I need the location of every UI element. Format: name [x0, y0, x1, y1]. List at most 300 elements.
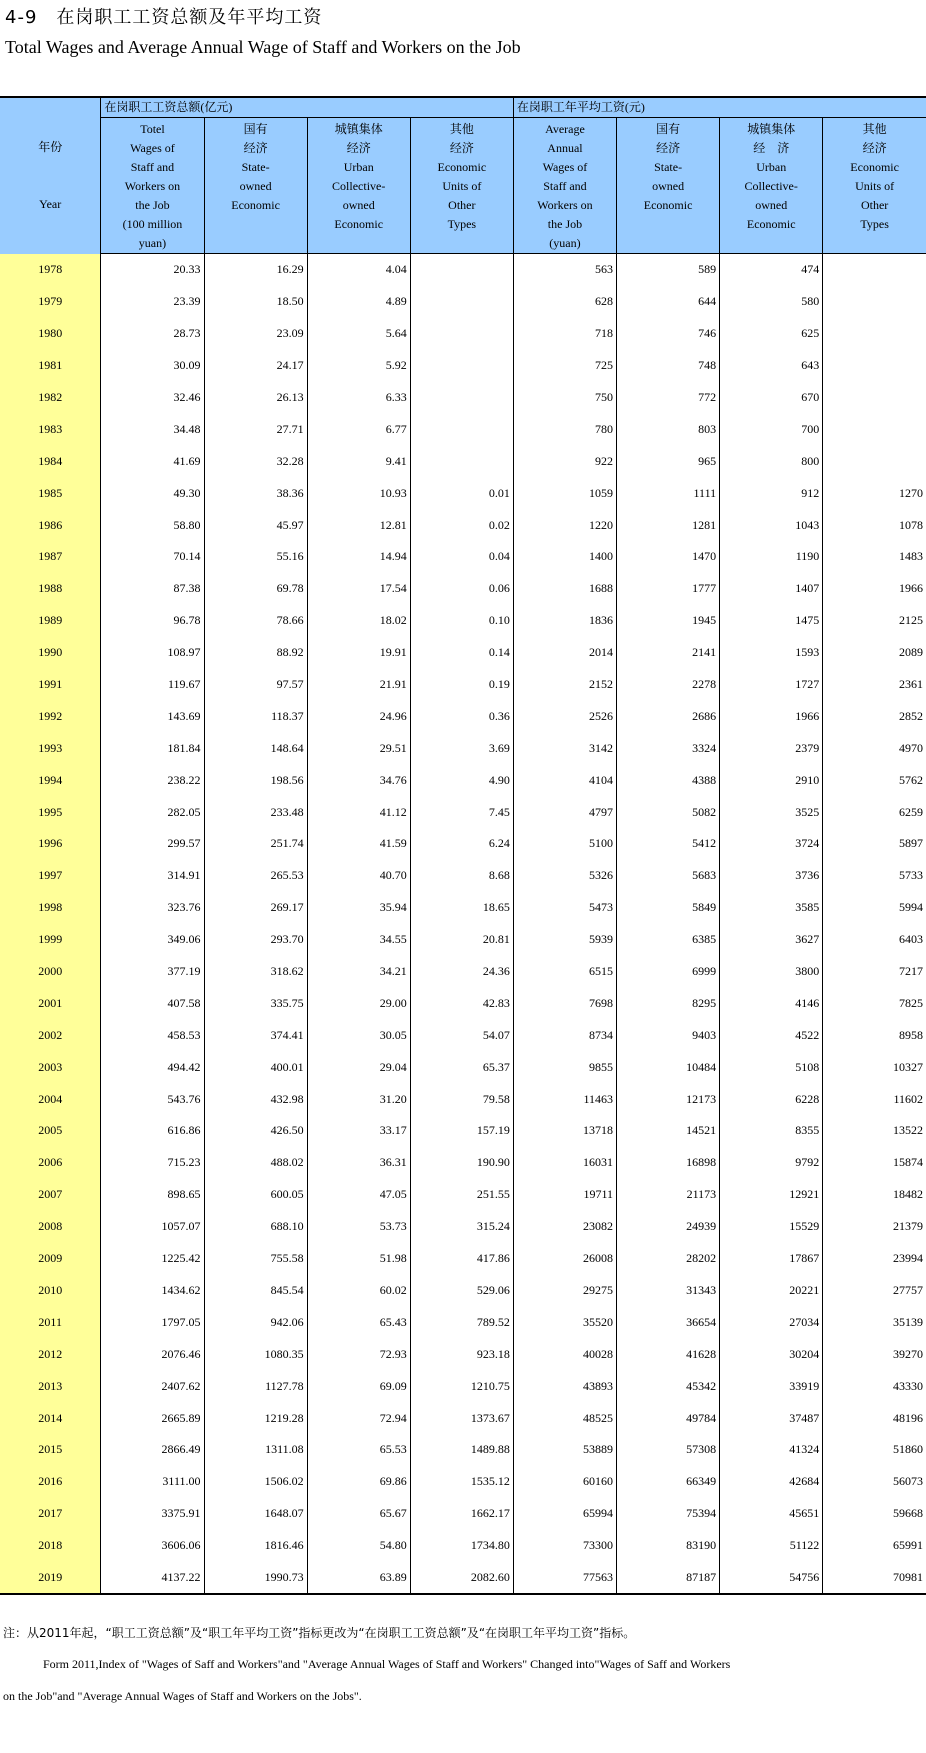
value-cell-total-urban-collective: 6.33 [307, 382, 410, 414]
value-cell-avg-urban-collective: 3525 [720, 796, 823, 828]
column-header-total-urban-collective [307, 118, 410, 254]
value-cell-avg-state-owned: 965 [617, 445, 720, 477]
value-cell-total-other-types: 0.04 [410, 541, 513, 573]
year-cell: 2016 [0, 1466, 101, 1498]
value-cell-total-other-types [410, 350, 513, 382]
value-cell-total-wages: 407.58 [101, 987, 204, 1019]
column-header-line: Economic [643, 198, 693, 212]
table-row [0, 1019, 926, 1051]
value-cell-avg-urban-collective: 1475 [720, 605, 823, 637]
value-cell-avg-other-types: 10327 [823, 1051, 926, 1083]
value-cell-avg-state-owned: 66349 [617, 1466, 720, 1498]
column-header-line: owned [239, 179, 272, 193]
year-cell: 1983 [0, 413, 101, 445]
column-header-line: 经济 [449, 141, 474, 155]
column-header-line: 经济 [656, 141, 681, 155]
value-cell-total-state-owned: 335.75 [204, 987, 307, 1019]
value-cell-total-urban-collective: 65.43 [307, 1306, 410, 1338]
value-cell-total-other-types: 923.18 [410, 1338, 513, 1370]
value-cell-total-urban-collective: 31.20 [307, 1083, 410, 1115]
value-cell-avg-other-types: 70981 [823, 1562, 926, 1595]
value-cell-total-urban-collective: 6.77 [307, 413, 410, 445]
value-cell-total-urban-collective: 33.17 [307, 1115, 410, 1147]
value-cell-avg-other-types: 56073 [823, 1466, 926, 1498]
value-cell-avg-urban-collective: 1190 [720, 541, 823, 573]
value-cell-avg-urban-collective: 5108 [720, 1051, 823, 1083]
table-row [0, 732, 926, 764]
column-header-total-wages [101, 118, 204, 254]
year-cell: 2000 [0, 956, 101, 988]
value-cell-total-wages: 616.86 [101, 1115, 204, 1147]
value-cell-avg-urban-collective: 33919 [720, 1370, 823, 1402]
value-cell-total-wages: 1434.62 [101, 1275, 204, 1307]
value-cell-avg-wage: 9855 [513, 1051, 616, 1083]
value-cell-total-urban-collective: 4.04 [307, 254, 410, 286]
value-cell-total-other-types: 54.07 [410, 1019, 513, 1051]
value-cell-total-state-owned: 374.41 [204, 1019, 307, 1051]
value-cell-total-urban-collective: 29.04 [307, 1051, 410, 1083]
group-header-total-wages: 在岗职工工资总额(亿元) [101, 97, 514, 118]
value-cell-avg-state-owned: 21173 [617, 1179, 720, 1211]
value-cell-avg-other-types [823, 286, 926, 318]
value-cell-total-urban-collective: 24.96 [307, 700, 410, 732]
value-cell-total-state-owned: 293.70 [204, 924, 307, 956]
value-cell-avg-urban-collective: 1593 [720, 637, 823, 669]
column-header-line: (yuan) [549, 236, 581, 250]
value-cell-total-other-types [410, 318, 513, 350]
column-header-line: Units of [855, 179, 895, 193]
value-cell-total-urban-collective: 10.93 [307, 477, 410, 509]
value-cell-total-urban-collective: 34.21 [307, 956, 410, 988]
table-row [0, 382, 926, 414]
value-cell-avg-state-owned: 87187 [617, 1562, 720, 1595]
value-cell-total-urban-collective: 65.53 [307, 1434, 410, 1466]
value-cell-avg-urban-collective: 45651 [720, 1498, 823, 1530]
column-header-line: Economic [231, 198, 280, 212]
value-cell-avg-urban-collective: 1407 [720, 573, 823, 605]
value-cell-avg-other-types: 51860 [823, 1434, 926, 1466]
value-cell-total-state-owned: 845.54 [204, 1275, 307, 1307]
table-row [0, 1306, 926, 1338]
table-row [0, 541, 926, 573]
value-cell-avg-wage: 19711 [513, 1179, 616, 1211]
value-cell-total-wages: 715.23 [101, 1147, 204, 1179]
value-cell-total-urban-collective: 54.80 [307, 1530, 410, 1562]
column-header-row [0, 118, 926, 254]
value-cell-avg-wage: 2152 [513, 669, 616, 701]
value-cell-avg-urban-collective: 580 [720, 286, 823, 318]
value-cell-avg-wage: 922 [513, 445, 616, 477]
value-cell-avg-state-owned: 16898 [617, 1147, 720, 1179]
year-cell: 2008 [0, 1211, 101, 1243]
value-cell-total-wages: 282.05 [101, 796, 204, 828]
table-row [0, 1530, 926, 1562]
column-header-total-other-types [410, 118, 513, 254]
value-cell-total-other-types: 6.24 [410, 828, 513, 860]
value-cell-total-state-owned: 1311.08 [204, 1434, 307, 1466]
value-cell-total-state-owned: 251.74 [204, 828, 307, 860]
value-cell-total-state-owned: 269.17 [204, 892, 307, 924]
value-cell-avg-wage: 1059 [513, 477, 616, 509]
value-cell-avg-urban-collective: 6228 [720, 1083, 823, 1115]
value-cell-total-urban-collective: 12.81 [307, 509, 410, 541]
value-cell-avg-wage: 563 [513, 254, 616, 286]
value-cell-total-wages: 1057.07 [101, 1211, 204, 1243]
table-row [0, 1179, 926, 1211]
column-header-line: State- [241, 160, 270, 174]
value-cell-avg-state-owned: 41628 [617, 1338, 720, 1370]
value-cell-total-other-types: 1210.75 [410, 1370, 513, 1402]
value-cell-avg-wage: 13718 [513, 1115, 616, 1147]
table-row [0, 637, 926, 669]
table-row [0, 860, 926, 892]
value-cell-total-other-types: 24.36 [410, 956, 513, 988]
value-cell-avg-state-owned: 589 [617, 254, 720, 286]
value-cell-avg-urban-collective: 27034 [720, 1306, 823, 1338]
value-cell-avg-wage: 718 [513, 318, 616, 350]
column-header-line: State- [654, 160, 683, 174]
year-cell: 2005 [0, 1115, 101, 1147]
value-cell-total-urban-collective: 72.94 [307, 1402, 410, 1434]
column-header-line: Economic [850, 160, 899, 174]
value-cell-total-wages: 238.22 [101, 764, 204, 796]
column-header-line: (100 million [122, 217, 183, 231]
value-cell-avg-state-owned: 746 [617, 318, 720, 350]
value-cell-avg-other-types: 6403 [823, 924, 926, 956]
value-cell-total-urban-collective: 69.09 [307, 1370, 410, 1402]
value-cell-total-state-owned: 1648.07 [204, 1498, 307, 1530]
value-cell-avg-other-types: 5762 [823, 764, 926, 796]
value-cell-avg-urban-collective: 42684 [720, 1466, 823, 1498]
value-cell-avg-state-owned: 75394 [617, 1498, 720, 1530]
value-cell-total-state-owned: 233.48 [204, 796, 307, 828]
value-cell-total-other-types: 1662.17 [410, 1498, 513, 1530]
value-cell-avg-urban-collective: 2910 [720, 764, 823, 796]
value-cell-total-wages: 23.39 [101, 286, 204, 318]
value-cell-total-other-types: 0.10 [410, 605, 513, 637]
value-cell-avg-state-owned: 2278 [617, 669, 720, 701]
table-row [0, 1338, 926, 1370]
value-cell-avg-other-types: 48196 [823, 1402, 926, 1434]
value-cell-avg-wage: 1400 [513, 541, 616, 573]
value-cell-avg-wage: 11463 [513, 1083, 616, 1115]
year-cell: 1978 [0, 254, 101, 286]
value-cell-avg-other-types [823, 350, 926, 382]
value-cell-total-wages: 2407.62 [101, 1370, 204, 1402]
value-cell-avg-urban-collective: 800 [720, 445, 823, 477]
value-cell-avg-state-owned: 1470 [617, 541, 720, 573]
table-title-chinese: 4-9 在岗职工工资总额及年平均工资 [5, 7, 323, 28]
year-header-cn: 年份 [38, 139, 63, 154]
value-cell-total-other-types: 42.83 [410, 987, 513, 1019]
value-cell-avg-state-owned: 5683 [617, 860, 720, 892]
year-cell: 1984 [0, 445, 101, 477]
value-cell-avg-state-owned: 36654 [617, 1306, 720, 1338]
table-row [0, 445, 926, 477]
value-cell-total-state-owned: 688.10 [204, 1211, 307, 1243]
value-cell-avg-urban-collective: 3724 [720, 828, 823, 860]
value-cell-avg-state-owned: 2686 [617, 700, 720, 732]
value-cell-total-urban-collective: 41.59 [307, 828, 410, 860]
value-cell-total-other-types: 18.65 [410, 892, 513, 924]
column-header-line: 城镇集体 [334, 122, 383, 136]
column-header-line: Wages of [542, 160, 588, 174]
table-row [0, 318, 926, 350]
value-cell-total-state-owned: 78.66 [204, 605, 307, 637]
column-header-line: Workers on [537, 198, 593, 212]
value-cell-total-wages: 58.80 [101, 509, 204, 541]
value-cell-avg-other-types: 7217 [823, 956, 926, 988]
value-cell-total-state-owned: 1080.35 [204, 1338, 307, 1370]
value-cell-avg-urban-collective: 625 [720, 318, 823, 350]
value-cell-total-state-owned: 1506.02 [204, 1466, 307, 1498]
value-cell-total-urban-collective: 51.98 [307, 1243, 410, 1275]
column-header-line: Types [447, 217, 477, 231]
value-cell-total-other-types: 0.06 [410, 573, 513, 605]
value-cell-avg-other-types: 6259 [823, 796, 926, 828]
value-cell-avg-other-types: 59668 [823, 1498, 926, 1530]
table-row [0, 1402, 926, 1434]
value-cell-total-other-types: 417.86 [410, 1243, 513, 1275]
value-cell-total-wages: 458.53 [101, 1019, 204, 1051]
year-cell: 2007 [0, 1179, 101, 1211]
value-cell-avg-other-types: 43330 [823, 1370, 926, 1402]
value-cell-avg-other-types: 4970 [823, 732, 926, 764]
note-english-line-1: Form 2011,Index of "Wages of Saff and Workers"and "Average Annual Wages of Staff and Workers" Changed into"Wages of Saff and Workers [43, 1657, 731, 1671]
year-cell: 1995 [0, 796, 101, 828]
value-cell-avg-wage: 5939 [513, 924, 616, 956]
value-cell-total-other-types: 65.37 [410, 1051, 513, 1083]
value-cell-total-other-types [410, 382, 513, 414]
value-cell-total-state-owned: 18.50 [204, 286, 307, 318]
column-header-line: owned [652, 179, 685, 193]
value-cell-avg-other-types [823, 254, 926, 286]
table-row [0, 1115, 926, 1147]
table-row [0, 477, 926, 509]
value-cell-avg-urban-collective: 670 [720, 382, 823, 414]
year-cell: 1989 [0, 605, 101, 637]
value-cell-avg-wage: 780 [513, 413, 616, 445]
group-header-average-wage: 在岗职工年平均工资(元) [513, 97, 926, 118]
value-cell-avg-other-types: 23994 [823, 1243, 926, 1275]
column-header-avg-other-types [823, 118, 926, 254]
value-cell-avg-wage: 5326 [513, 860, 616, 892]
value-cell-total-wages: 87.38 [101, 573, 204, 605]
year-cell: 2013 [0, 1370, 101, 1402]
value-cell-avg-urban-collective: 51122 [720, 1530, 823, 1562]
value-cell-total-wages: 28.73 [101, 318, 204, 350]
value-cell-total-state-owned: 426.50 [204, 1115, 307, 1147]
value-cell-avg-wage: 5473 [513, 892, 616, 924]
value-cell-total-other-types: 789.52 [410, 1306, 513, 1338]
value-cell-total-wages: 323.76 [101, 892, 204, 924]
value-cell-avg-wage: 40028 [513, 1338, 616, 1370]
table-row [0, 764, 926, 796]
value-cell-avg-urban-collective: 54756 [720, 1562, 823, 1595]
value-cell-total-urban-collective: 65.67 [307, 1498, 410, 1530]
year-column-header [0, 97, 101, 254]
value-cell-avg-wage: 725 [513, 350, 616, 382]
table-row [0, 796, 926, 828]
table-row [0, 605, 926, 637]
value-cell-total-urban-collective: 21.91 [307, 669, 410, 701]
value-cell-total-wages: 1797.05 [101, 1306, 204, 1338]
value-cell-avg-other-types: 2125 [823, 605, 926, 637]
column-header-line: Annual [547, 141, 583, 155]
column-header-line: 国有 [656, 122, 681, 136]
column-header-line: Wages of [130, 141, 175, 155]
value-cell-total-other-types: 20.81 [410, 924, 513, 956]
table-row [0, 573, 926, 605]
value-cell-avg-state-owned: 8295 [617, 987, 720, 1019]
value-cell-avg-urban-collective: 17867 [720, 1243, 823, 1275]
value-cell-total-state-owned: 26.13 [204, 382, 307, 414]
value-cell-total-wages: 543.76 [101, 1083, 204, 1115]
value-cell-avg-wage: 16031 [513, 1147, 616, 1179]
value-cell-avg-state-owned: 748 [617, 350, 720, 382]
table-row [0, 828, 926, 860]
value-cell-avg-wage: 48525 [513, 1402, 616, 1434]
value-cell-avg-wage: 77563 [513, 1562, 616, 1595]
value-cell-total-other-types: 7.45 [410, 796, 513, 828]
value-cell-avg-other-types: 11602 [823, 1083, 926, 1115]
value-cell-avg-wage: 6515 [513, 956, 616, 988]
wages-table [0, 96, 926, 1595]
value-cell-avg-other-types: 27757 [823, 1275, 926, 1307]
value-cell-avg-urban-collective: 1727 [720, 669, 823, 701]
value-cell-total-wages: 49.30 [101, 477, 204, 509]
value-cell-total-urban-collective: 72.93 [307, 1338, 410, 1370]
value-cell-total-urban-collective: 18.02 [307, 605, 410, 637]
year-cell: 1992 [0, 700, 101, 732]
value-cell-total-wages: 96.78 [101, 605, 204, 637]
year-cell: 2004 [0, 1083, 101, 1115]
value-cell-total-state-owned: 198.56 [204, 764, 307, 796]
value-cell-avg-urban-collective: 8355 [720, 1115, 823, 1147]
value-cell-total-state-owned: 1219.28 [204, 1402, 307, 1434]
value-cell-total-other-types: 3.69 [410, 732, 513, 764]
value-cell-avg-state-owned: 1777 [617, 573, 720, 605]
value-cell-avg-urban-collective: 3800 [720, 956, 823, 988]
year-cell: 1999 [0, 924, 101, 956]
year-cell: 1998 [0, 892, 101, 924]
value-cell-avg-state-owned: 803 [617, 413, 720, 445]
value-cell-total-state-owned: 38.36 [204, 477, 307, 509]
column-header-line: 经济 [243, 141, 268, 155]
value-cell-avg-other-types: 7825 [823, 987, 926, 1019]
column-header-line: 其他 [862, 122, 887, 136]
value-cell-avg-state-owned: 6999 [617, 956, 720, 988]
table-row [0, 1434, 926, 1466]
value-cell-total-other-types: 0.19 [410, 669, 513, 701]
year-cell: 1986 [0, 509, 101, 541]
year-cell: 2003 [0, 1051, 101, 1083]
value-cell-avg-wage: 8734 [513, 1019, 616, 1051]
value-cell-total-urban-collective: 19.91 [307, 637, 410, 669]
value-cell-total-state-owned: 1127.78 [204, 1370, 307, 1402]
value-cell-avg-state-owned: 57308 [617, 1434, 720, 1466]
column-header-line: owned [755, 198, 788, 212]
value-cell-total-urban-collective: 34.55 [307, 924, 410, 956]
value-cell-total-urban-collective: 17.54 [307, 573, 410, 605]
value-cell-avg-state-owned: 49784 [617, 1402, 720, 1434]
column-header-line: Collective- [332, 179, 386, 193]
value-cell-total-other-types [410, 286, 513, 318]
year-cell: 2010 [0, 1275, 101, 1307]
year-cell: 1980 [0, 318, 101, 350]
value-cell-avg-state-owned: 10484 [617, 1051, 720, 1083]
year-cell: 1985 [0, 477, 101, 509]
value-cell-avg-wage: 628 [513, 286, 616, 318]
value-cell-avg-state-owned: 45342 [617, 1370, 720, 1402]
value-cell-total-other-types: 1535.12 [410, 1466, 513, 1498]
column-header-line: Economic [746, 217, 796, 231]
value-cell-avg-urban-collective: 4522 [720, 1019, 823, 1051]
value-cell-avg-wage: 7698 [513, 987, 616, 1019]
value-cell-total-wages: 1225.42 [101, 1243, 204, 1275]
value-cell-total-state-owned: 69.78 [204, 573, 307, 605]
value-cell-avg-wage: 65994 [513, 1498, 616, 1530]
value-cell-avg-wage: 35520 [513, 1306, 616, 1338]
table-row [0, 1562, 926, 1595]
value-cell-total-other-types: 8.68 [410, 860, 513, 892]
value-cell-total-other-types: 529.06 [410, 1275, 513, 1307]
value-cell-total-wages: 377.19 [101, 956, 204, 988]
year-cell: 1982 [0, 382, 101, 414]
value-cell-total-wages: 2665.89 [101, 1402, 204, 1434]
value-cell-avg-other-types [823, 382, 926, 414]
value-cell-total-state-owned: 27.71 [204, 413, 307, 445]
value-cell-avg-wage: 750 [513, 382, 616, 414]
value-cell-total-urban-collective: 29.51 [307, 732, 410, 764]
table-row [0, 956, 926, 988]
value-cell-total-state-owned: 400.01 [204, 1051, 307, 1083]
value-cell-total-wages: 181.84 [101, 732, 204, 764]
value-cell-avg-urban-collective: 15529 [720, 1211, 823, 1243]
column-header-line: Staff and [543, 179, 587, 193]
column-header-line: Other [860, 198, 889, 212]
value-cell-total-state-owned: 1990.73 [204, 1562, 307, 1595]
year-cell: 1993 [0, 732, 101, 764]
value-cell-total-wages: 494.42 [101, 1051, 204, 1083]
year-cell: 2001 [0, 987, 101, 1019]
value-cell-avg-state-owned: 5412 [617, 828, 720, 860]
value-cell-avg-urban-collective: 1043 [720, 509, 823, 541]
value-cell-avg-state-owned: 1281 [617, 509, 720, 541]
value-cell-total-wages: 41.69 [101, 445, 204, 477]
value-cell-total-wages: 2866.49 [101, 1434, 204, 1466]
value-cell-total-state-owned: 488.02 [204, 1147, 307, 1179]
table-row [0, 1243, 926, 1275]
table-row [0, 1211, 926, 1243]
column-header-line: Economic [437, 160, 487, 174]
value-cell-avg-state-owned: 2141 [617, 637, 720, 669]
value-cell-avg-other-types: 5994 [823, 892, 926, 924]
table-row [0, 1370, 926, 1402]
year-cell: 1997 [0, 860, 101, 892]
value-cell-avg-wage: 23082 [513, 1211, 616, 1243]
value-cell-avg-other-types: 65991 [823, 1530, 926, 1562]
value-cell-total-other-types: 0.36 [410, 700, 513, 732]
value-cell-avg-state-owned: 12173 [617, 1083, 720, 1115]
value-cell-avg-wage: 2526 [513, 700, 616, 732]
value-cell-avg-wage: 4797 [513, 796, 616, 828]
year-cell: 1994 [0, 764, 101, 796]
value-cell-avg-urban-collective: 41324 [720, 1434, 823, 1466]
value-cell-total-wages: 32.46 [101, 382, 204, 414]
value-cell-total-wages: 3606.06 [101, 1530, 204, 1562]
value-cell-total-wages: 299.57 [101, 828, 204, 860]
